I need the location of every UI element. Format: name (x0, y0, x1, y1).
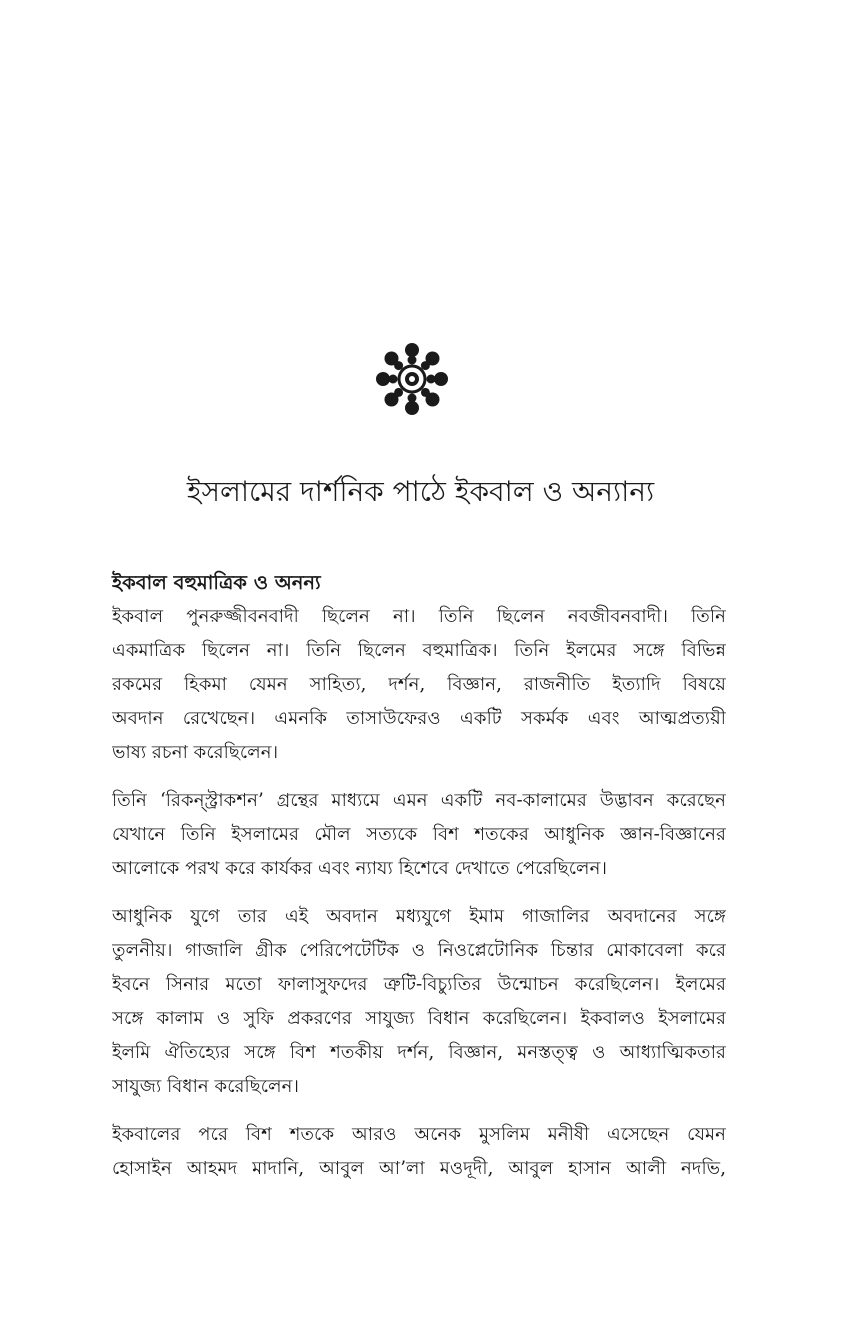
text-line: ইকবাল পুনরুজ্জীবনবাদী ছিলেন না। তিনি ছিলেন নবজীবনবাদী। তিনি (112, 606, 726, 627)
paragraph-1 (112, 600, 726, 770)
text-line: আলোকে পরখ করে কার্যকর এবং ন্যায্য হিশেবে দেখাতে পেরেছিলেন। (112, 858, 607, 879)
text-line: অবদান রেখেছেন। এমনকি তাসাউফেরও একটি সকর্মক এবং আত্মপ্রত্যয়ী (112, 708, 726, 729)
section-heading: ইকবাল বহুমাত্রিক ও অনন্য (112, 571, 321, 594)
text-line: ইবনে সিনার মতো ফালাসুফদের ত্রুটি-বিচ্যুতির উন্মোচন করেছিলেন। ইলমের (112, 974, 726, 995)
text-line: তুলনীয়। গাজালি গ্রীক পেরিপেটেটিক ও নিওপ্লেটোনিক চিন্তার মোকাবেলা করে (112, 940, 726, 961)
text-line: যেখানে তিনি ইসলামের মৌল সত্যকে বিশ শতকের আধুনিক জ্ঞান-বিজ্ঞানের (112, 824, 726, 845)
text-line: ইলমি ঐতিহ্যের সঙ্গে বিশ শতকীয় দর্শন, বিজ্ঞান, মনস্তত্ত্ব ও আধ্যাত্মিকতার (112, 1042, 726, 1063)
text-line: রকমের হিকমা যেমন সাহিত্য, দর্শন, বিজ্ঞান, রাজনীতি ইত্যাদি বিষয়ে (112, 674, 726, 695)
body-content (112, 566, 726, 1200)
paragraph-2 (112, 784, 726, 886)
text-line: তিনি ‘রিকন্স্ট্রাকশন’ গ্রন্থের মাধ্যমে এমন একটি নব-কালামের উদ্ভাবন করেছেন (112, 790, 726, 811)
chapter-title: ইসলামের দার্শনিক পাঠে ইকবাল ও অন্যান্য (186, 475, 655, 508)
text-line: ভাষ্য রচনা করেছিলেন। (112, 742, 279, 763)
paragraph-3 (112, 900, 726, 1104)
text-line: একমাত্রিক ছিলেন না। তিনি ছিলেন বহুমাত্রিক। তিনি ইলমের সঙ্গে বিভিন্ন (112, 640, 726, 661)
floral-ornament-icon (375, 342, 449, 416)
text-line: সঙ্গে কালাম ও সুফি প্রকরণের সাযুজ্য বিধান করেছিলেন। ইকবালও ইসলামের (112, 1008, 726, 1029)
text-line: হোসাইন আহমদ মাদানি, আবুল আ’লা মওদূদী, আবুল হাসান আলী নদভি, (112, 1158, 726, 1179)
paragraph-4 (112, 1118, 726, 1186)
text-line: ইকবালের পরে বিশ শতকে আরও অনেক মুসলিম মনীষী এসেছেন যেমন (112, 1124, 726, 1145)
text-line: আধুনিক যুগে তার এই অবদান মধ্যযুগে ইমাম গাজালির অবদানের সঙ্গে (112, 906, 726, 927)
text-line: সাযুজ্য বিধান করেছিলেন। (112, 1076, 300, 1097)
